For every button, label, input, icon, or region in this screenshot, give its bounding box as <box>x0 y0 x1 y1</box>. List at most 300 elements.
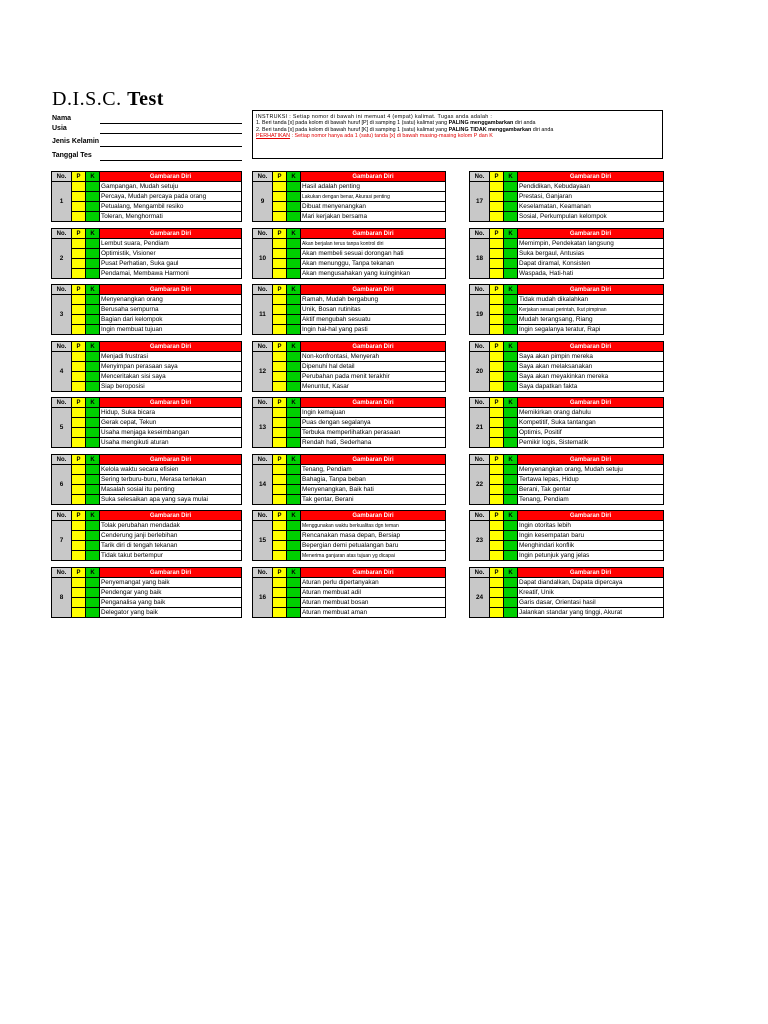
k-checkbox[interactable] <box>287 541 301 551</box>
instruction-head-text: : Setiap nomor di bawah ini memuat 4 (empat) kalimat. Tugas anda adalah : <box>289 114 493 120</box>
p-checkbox[interactable] <box>72 192 86 202</box>
statement-text: Waspada, Hati-hati <box>518 269 664 279</box>
p-checkbox[interactable] <box>72 382 86 392</box>
k-checkbox[interactable] <box>504 485 518 495</box>
p-checkbox[interactable] <box>72 408 86 418</box>
header-k: K <box>504 455 518 465</box>
question-number: 5 <box>52 408 72 448</box>
k-checkbox[interactable] <box>504 608 518 618</box>
statement-row <box>253 352 446 362</box>
statement-text: Ingin membuat tujuan <box>100 325 242 335</box>
k-checkbox[interactable] <box>287 531 301 541</box>
p-checkbox[interactable] <box>72 438 86 448</box>
p-checkbox[interactable] <box>490 598 504 608</box>
p-checkbox[interactable] <box>72 249 86 259</box>
k-checkbox[interactable] <box>287 521 301 531</box>
statement-text: Siap beroposisi <box>100 382 242 392</box>
statement-text: Ingin kemajuan <box>301 408 446 418</box>
k-checkbox[interactable] <box>504 259 518 269</box>
statement-text: Penganalisa yang baik <box>100 598 242 608</box>
p-checkbox[interactable] <box>490 608 504 618</box>
statement-text: Berusaha sempurna <box>100 305 242 315</box>
question-block <box>252 454 446 505</box>
p-checkbox[interactable] <box>273 259 287 269</box>
block-header-row <box>470 229 664 239</box>
header-p: P <box>490 455 504 465</box>
k-checkbox[interactable] <box>287 269 301 279</box>
p-checkbox[interactable] <box>490 362 504 372</box>
k-checkbox[interactable] <box>86 305 100 315</box>
p-checkbox[interactable] <box>72 485 86 495</box>
k-checkbox[interactable] <box>504 578 518 588</box>
p-checkbox[interactable] <box>273 192 287 202</box>
instruction-text: 2. Beri tanda [x] pada kolom di bawah huruf [K] di samping 1 (satu) kalimat yang <box>256 126 449 133</box>
header-k: K <box>504 568 518 578</box>
p-checkbox[interactable] <box>490 249 504 259</box>
p-checkbox[interactable] <box>72 315 86 325</box>
k-checkbox[interactable] <box>86 475 100 485</box>
k-checkbox[interactable] <box>86 259 100 269</box>
p-checkbox[interactable] <box>490 475 504 485</box>
k-checkbox[interactable] <box>504 475 518 485</box>
statement-row <box>52 372 242 382</box>
statement-row <box>253 249 446 259</box>
statement-row <box>52 608 242 618</box>
k-checkbox[interactable] <box>287 495 301 505</box>
k-checkbox[interactable] <box>287 352 301 362</box>
statement-row <box>470 382 664 392</box>
header-k: K <box>504 511 518 521</box>
p-checkbox[interactable] <box>490 438 504 448</box>
k-checkbox[interactable] <box>86 362 100 372</box>
statement-row <box>52 438 242 448</box>
statement-row <box>470 295 664 305</box>
p-checkbox[interactable] <box>72 372 86 382</box>
p-checkbox[interactable] <box>273 362 287 372</box>
k-checkbox[interactable] <box>504 438 518 448</box>
p-checkbox[interactable] <box>490 325 504 335</box>
p-checkbox[interactable] <box>273 239 287 249</box>
p-checkbox[interactable] <box>273 588 287 598</box>
p-checkbox[interactable] <box>273 551 287 561</box>
statement-text: Hasil adalah penting <box>301 182 446 192</box>
header-no: No. <box>253 229 273 239</box>
p-checkbox[interactable] <box>273 212 287 222</box>
page-title <box>52 88 164 111</box>
statement-row <box>253 295 446 305</box>
k-checkbox[interactable] <box>287 259 301 269</box>
field-label: Nama <box>52 115 72 122</box>
statement-row <box>52 202 242 212</box>
p-checkbox[interactable] <box>490 495 504 505</box>
k-checkbox[interactable] <box>287 408 301 418</box>
k-checkbox[interactable] <box>86 418 100 428</box>
p-checkbox[interactable] <box>72 428 86 438</box>
k-checkbox[interactable] <box>86 269 100 279</box>
p-checkbox[interactable] <box>273 305 287 315</box>
header-description: Gambaran Diri <box>518 229 664 239</box>
p-checkbox[interactable] <box>490 212 504 222</box>
k-checkbox[interactable] <box>504 372 518 382</box>
header-description: Gambaran Diri <box>518 398 664 408</box>
statement-text: Memimpin, Pendekatan langsung <box>518 239 664 249</box>
k-checkbox[interactable] <box>86 192 100 202</box>
statement-row <box>470 521 664 531</box>
p-checkbox[interactable] <box>72 182 86 192</box>
question-number: 22 <box>470 465 490 505</box>
statement-row <box>52 465 242 475</box>
k-checkbox[interactable] <box>504 408 518 418</box>
p-checkbox[interactable] <box>490 428 504 438</box>
k-checkbox[interactable] <box>287 315 301 325</box>
p-checkbox[interactable] <box>273 578 287 588</box>
question-block <box>51 397 242 448</box>
header-k: K <box>504 342 518 352</box>
question-number: 8 <box>52 578 72 618</box>
field-label: Tanggal Tes <box>52 152 92 159</box>
statement-text: Pemikir logis, Sistematik <box>518 438 664 448</box>
p-checkbox[interactable] <box>72 541 86 551</box>
statement-text: Bagian dari kelompok <box>100 315 242 325</box>
k-checkbox[interactable] <box>86 485 100 495</box>
question-block <box>252 510 446 561</box>
k-checkbox[interactable] <box>504 418 518 428</box>
k-checkbox[interactable] <box>287 438 301 448</box>
k-checkbox[interactable] <box>504 305 518 315</box>
p-checkbox[interactable] <box>490 239 504 249</box>
p-checkbox[interactable] <box>490 531 504 541</box>
p-checkbox[interactable] <box>273 485 287 495</box>
statement-row <box>253 382 446 392</box>
question-number: 10 <box>253 239 273 279</box>
statement-text: Akan menunggu, Tanpa tekanan <box>301 259 446 269</box>
statement-row <box>470 428 664 438</box>
k-checkbox[interactable] <box>504 295 518 305</box>
statement-text: Saya akan meyakinkan mereka <box>518 372 664 382</box>
k-checkbox[interactable] <box>287 182 301 192</box>
p-checkbox[interactable] <box>490 578 504 588</box>
k-checkbox[interactable] <box>287 192 301 202</box>
p-checkbox[interactable] <box>490 588 504 598</box>
p-checkbox[interactable] <box>72 269 86 279</box>
k-checkbox[interactable] <box>86 521 100 531</box>
p-checkbox[interactable] <box>72 352 86 362</box>
header-no: No. <box>470 511 490 521</box>
p-checkbox[interactable] <box>490 192 504 202</box>
k-checkbox[interactable] <box>504 362 518 372</box>
header-description: Gambaran Diri <box>518 455 664 465</box>
p-checkbox[interactable] <box>490 305 504 315</box>
statement-row <box>52 382 242 392</box>
k-checkbox[interactable] <box>504 521 518 531</box>
statement-row <box>470 541 664 551</box>
k-checkbox[interactable] <box>287 202 301 212</box>
k-checkbox[interactable] <box>287 305 301 315</box>
p-checkbox[interactable] <box>273 295 287 305</box>
p-checkbox[interactable] <box>490 295 504 305</box>
question-number: 19 <box>470 295 490 335</box>
p-checkbox[interactable] <box>273 382 287 392</box>
question-block <box>469 341 664 392</box>
p-checkbox[interactable] <box>72 202 86 212</box>
statement-text: Sering terburu-buru, Merasa tertekan <box>100 475 242 485</box>
p-checkbox[interactable] <box>72 295 86 305</box>
k-checkbox[interactable] <box>287 382 301 392</box>
statement-text: Menghindari konflik <box>518 541 664 551</box>
p-checkbox[interactable] <box>273 202 287 212</box>
k-checkbox[interactable] <box>504 212 518 222</box>
p-checkbox[interactable] <box>273 541 287 551</box>
question-block <box>252 228 446 279</box>
p-checkbox[interactable] <box>490 485 504 495</box>
p-checkbox[interactable] <box>72 588 86 598</box>
p-checkbox[interactable] <box>72 551 86 561</box>
question-number: 20 <box>470 352 490 392</box>
header-no: No. <box>470 229 490 239</box>
k-checkbox[interactable] <box>86 239 100 249</box>
p-checkbox[interactable] <box>490 269 504 279</box>
k-checkbox[interactable] <box>504 531 518 541</box>
p-checkbox[interactable] <box>72 465 86 475</box>
k-checkbox[interactable] <box>86 438 100 448</box>
k-checkbox[interactable] <box>504 541 518 551</box>
instruction-box <box>252 110 663 159</box>
p-checkbox[interactable] <box>72 598 86 608</box>
k-checkbox[interactable] <box>287 485 301 495</box>
p-checkbox[interactable] <box>72 475 86 485</box>
p-checkbox[interactable] <box>72 259 86 269</box>
k-checkbox[interactable] <box>504 325 518 335</box>
question-number: 23 <box>470 521 490 561</box>
k-checkbox[interactable] <box>86 578 100 588</box>
statement-text: Keselamatan, Keamanan <box>518 202 664 212</box>
k-checkbox[interactable] <box>504 239 518 249</box>
p-checkbox[interactable] <box>490 521 504 531</box>
p-checkbox[interactable] <box>72 305 86 315</box>
header-k: K <box>287 455 301 465</box>
p-checkbox[interactable] <box>72 362 86 372</box>
p-checkbox[interactable] <box>72 325 86 335</box>
statement-text: Tenang, Pendiam <box>518 495 664 505</box>
statement-row <box>470 531 664 541</box>
k-checkbox[interactable] <box>504 352 518 362</box>
statement-row <box>253 372 446 382</box>
statement-text: Optimistik, Visioner <box>100 249 242 259</box>
k-checkbox[interactable] <box>287 598 301 608</box>
field-label: Jenis Kelamin <box>52 138 100 145</box>
statement-row <box>470 239 664 249</box>
k-checkbox[interactable] <box>86 325 100 335</box>
p-checkbox[interactable] <box>273 531 287 541</box>
warning-text: : Setiap nomor hanya ada 1 (satu) tanda [x] di bawah masing-masing kolom P dan K <box>291 132 493 139</box>
statement-text: Pendamai, Membawa Harmoni <box>100 269 242 279</box>
k-checkbox[interactable] <box>287 239 301 249</box>
header-p: P <box>490 398 504 408</box>
k-checkbox[interactable] <box>86 465 100 475</box>
question-number: 9 <box>253 182 273 222</box>
p-checkbox[interactable] <box>72 212 86 222</box>
statement-row <box>253 551 446 561</box>
k-checkbox[interactable] <box>86 598 100 608</box>
k-checkbox[interactable] <box>287 588 301 598</box>
statement-row <box>470 315 664 325</box>
k-checkbox[interactable] <box>86 608 100 618</box>
p-checkbox[interactable] <box>72 531 86 541</box>
k-checkbox[interactable] <box>504 192 518 202</box>
k-checkbox[interactable] <box>504 598 518 608</box>
k-checkbox[interactable] <box>504 588 518 598</box>
block-header-row <box>470 455 664 465</box>
k-checkbox[interactable] <box>504 428 518 438</box>
k-checkbox[interactable] <box>86 408 100 418</box>
k-checkbox[interactable] <box>86 551 100 561</box>
p-checkbox[interactable] <box>490 259 504 269</box>
k-checkbox[interactable] <box>86 315 100 325</box>
p-checkbox[interactable] <box>72 495 86 505</box>
header-no: No. <box>470 285 490 295</box>
title-bold: Test <box>127 88 164 110</box>
statement-row <box>52 192 242 202</box>
question-block <box>51 171 242 222</box>
p-checkbox[interactable] <box>273 438 287 448</box>
statement-text: Percaya, Mudah percaya pada orang <box>100 192 242 202</box>
p-checkbox[interactable] <box>273 325 287 335</box>
k-checkbox[interactable] <box>504 202 518 212</box>
k-checkbox[interactable] <box>504 551 518 561</box>
statement-text: Suka bergaul, Antusias <box>518 249 664 259</box>
k-checkbox[interactable] <box>504 495 518 505</box>
p-checkbox[interactable] <box>273 608 287 618</box>
k-checkbox[interactable] <box>86 588 100 598</box>
k-checkbox[interactable] <box>287 372 301 382</box>
header-p: P <box>72 229 86 239</box>
k-checkbox[interactable] <box>504 465 518 475</box>
p-checkbox[interactable] <box>72 608 86 618</box>
k-checkbox[interactable] <box>287 325 301 335</box>
statement-text: Perubahan pada menit terakhir <box>301 372 446 382</box>
k-checkbox[interactable] <box>86 428 100 438</box>
k-checkbox[interactable] <box>287 465 301 475</box>
p-checkbox[interactable] <box>72 578 86 588</box>
k-checkbox[interactable] <box>86 352 100 362</box>
k-checkbox[interactable] <box>287 428 301 438</box>
p-checkbox[interactable] <box>273 372 287 382</box>
question-block <box>469 454 664 505</box>
k-checkbox[interactable] <box>504 182 518 192</box>
statement-text: Akan berjalan terus tanpa kontrol diri <box>301 239 446 249</box>
header-p: P <box>273 511 287 521</box>
k-checkbox[interactable] <box>504 315 518 325</box>
p-checkbox[interactable] <box>490 408 504 418</box>
k-checkbox[interactable] <box>86 295 100 305</box>
k-checkbox[interactable] <box>287 551 301 561</box>
p-checkbox[interactable] <box>72 418 86 428</box>
p-checkbox[interactable] <box>490 551 504 561</box>
k-checkbox[interactable] <box>86 495 100 505</box>
k-checkbox[interactable] <box>287 475 301 485</box>
k-checkbox[interactable] <box>504 249 518 259</box>
p-checkbox[interactable] <box>490 541 504 551</box>
statement-row <box>52 551 242 561</box>
p-checkbox[interactable] <box>490 382 504 392</box>
block-header-row <box>253 172 446 182</box>
k-checkbox[interactable] <box>287 418 301 428</box>
p-checkbox[interactable] <box>273 352 287 362</box>
header-k: K <box>86 455 100 465</box>
k-checkbox[interactable] <box>287 295 301 305</box>
header-description: Gambaran Diri <box>301 568 446 578</box>
statement-row <box>253 408 446 418</box>
p-checkbox[interactable] <box>72 521 86 531</box>
question-block <box>252 171 446 222</box>
question-block <box>51 454 242 505</box>
p-checkbox[interactable] <box>490 202 504 212</box>
question-number: 21 <box>470 408 490 448</box>
p-checkbox[interactable] <box>490 182 504 192</box>
k-checkbox[interactable] <box>287 249 301 259</box>
k-checkbox[interactable] <box>86 202 100 212</box>
k-checkbox[interactable] <box>287 608 301 618</box>
statement-text: Lakukan dengan benar, Akurasi penting <box>301 192 446 202</box>
p-checkbox[interactable] <box>490 465 504 475</box>
p-checkbox[interactable] <box>273 495 287 505</box>
p-checkbox[interactable] <box>490 418 504 428</box>
p-checkbox[interactable] <box>72 239 86 249</box>
p-checkbox[interactable] <box>490 352 504 362</box>
p-checkbox[interactable] <box>273 428 287 438</box>
statement-row <box>52 212 242 222</box>
p-checkbox[interactable] <box>273 269 287 279</box>
statement-text: Menuntut, Kasar <box>301 382 446 392</box>
k-checkbox[interactable] <box>504 382 518 392</box>
header-description: Gambaran Diri <box>100 229 242 239</box>
question-block <box>51 567 242 618</box>
p-checkbox[interactable] <box>490 372 504 382</box>
header-no: No. <box>52 342 72 352</box>
k-checkbox[interactable] <box>287 212 301 222</box>
p-checkbox[interactable] <box>273 521 287 531</box>
k-checkbox[interactable] <box>86 541 100 551</box>
p-checkbox[interactable] <box>273 465 287 475</box>
p-checkbox[interactable] <box>273 418 287 428</box>
p-checkbox[interactable] <box>273 475 287 485</box>
k-checkbox[interactable] <box>287 362 301 372</box>
k-checkbox[interactable] <box>86 212 100 222</box>
header-p: P <box>490 342 504 352</box>
p-checkbox[interactable] <box>273 315 287 325</box>
statement-text: Bahagia, Tanpa beban <box>301 475 446 485</box>
statement-text: Rencanakan masa depan, Bersiap <box>301 531 446 541</box>
header-description: Gambaran Diri <box>518 342 664 352</box>
p-checkbox[interactable] <box>273 249 287 259</box>
statement-row <box>470 305 664 315</box>
k-checkbox[interactable] <box>504 269 518 279</box>
p-checkbox[interactable] <box>273 408 287 418</box>
p-checkbox[interactable] <box>273 182 287 192</box>
statement-row <box>253 475 446 485</box>
p-checkbox[interactable] <box>273 598 287 608</box>
k-checkbox[interactable] <box>287 578 301 588</box>
p-checkbox[interactable] <box>490 315 504 325</box>
k-checkbox[interactable] <box>86 182 100 192</box>
question-number: 3 <box>52 295 72 335</box>
header-no: No. <box>253 172 273 182</box>
k-checkbox[interactable] <box>86 531 100 541</box>
k-checkbox[interactable] <box>86 249 100 259</box>
k-checkbox[interactable] <box>86 372 100 382</box>
k-checkbox[interactable] <box>86 382 100 392</box>
statement-text: Kompetitif, Suka tantangan <box>518 418 664 428</box>
